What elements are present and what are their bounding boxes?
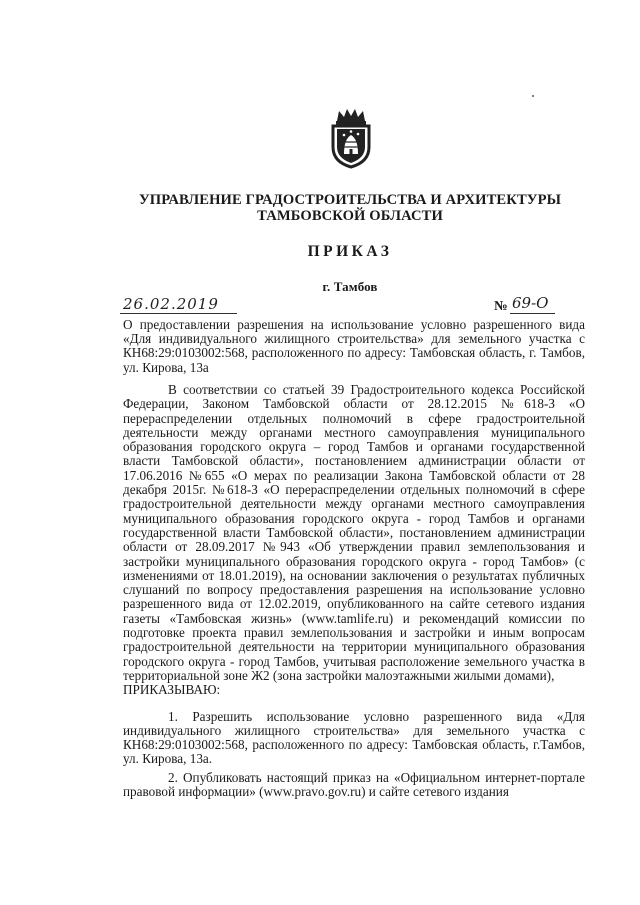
- organization-name-line1: УПРАВЛЕНИЕ ГРАДОСТРОИТЕЛЬСТВА И АРХИТЕКТУРЫ: [138, 192, 562, 208]
- order-item-2: 2. Опубликовать настоящий приказ на «Официальном интернет-портале правовой информации» (www.pravo.gov.ru) и сайте сетевого издания: [123, 769, 585, 800]
- date-underline: [120, 313, 237, 314]
- preamble-paragraph: В соответствии со статьей 39 Градостроительного кодекса Российской Федерации, Законом Тамбовской области от 28.12.2015 №618-З «О перераспределении отдельных полномочий в сфере градостроительной деятельности между органами местного самоуправления муниципального образования городского округа – город Тамбов и органами государственной власти Тамбовской области», постановлением администрации области от 17.06.2016 №655 «О мерах по реализации Закона Тамбовской области от 28 декабря 2015г. №618-З «О перераспределении отдельных полномочий в сфере градостроительной деятельности между органами местного самоуправления муниципального образования городского округа - город Тамбов и органами государственной власти Тамбовской области», постановлением администрации области от 28.09.2017 №943 «Об утверждении правил землепользования и застройки муниципального образования городского округа - город Тамбов» (с изменениями от 18.01.2019), на основании заключения о результатах публичных слушаний по вопросу предоставления разрешения на использование условно разрешенного вида от 12.02.2019, опубликованного на сайте сетевого издания газеты «Тамбовская жизнь» (www.tamlife.ru) и рекомендаций комиссии по подготовке проекта правил землепользования и застройки и иным вопросам градостроительной деятельности на территории муниципального образования городского округа - город Тамбов, учитывая расположение земельного участка в территориальной зоне Ж2 (зона застройки малоэтажными жилыми домами),: [123, 382, 585, 683]
- number-underline: [510, 313, 555, 314]
- order-word: ПРИКАЗЫВАЮ:: [123, 682, 221, 698]
- tambov-coat-of-arms-icon: [327, 107, 375, 169]
- handwritten-date: 26.02.2019: [123, 295, 219, 313]
- document-subject: О предоставлении разрешения на использование условно разрешенного вида «Для индивидуального жилищного строительства» для земельного участка с КН68:29:0103002:568, расположенного по адресу: Тамбовская область, г. Тамбов, ул. Кирова, 13а: [123, 317, 585, 375]
- order-item-1: 1. Разрешить использование условно разрешенного вида «Для индивидуального жилищного строительства» для земельного участка с КН68:29:0103002:568, расположенного по адресу: Тамбовская область, г.Тамбов, ул. Кирова, 13а.: [123, 708, 585, 767]
- number-label: №: [494, 298, 508, 313]
- document-body: [123, 383, 585, 799]
- scan-speck: [532, 95, 534, 97]
- handwritten-number: 69-О: [512, 294, 549, 312]
- organization-name-line2: ТАМБОВСКОЙ ОБЛАСТИ: [257, 208, 443, 224]
- document-type: ПРИКАЗ: [307, 243, 393, 260]
- document-city: г. Тамбов: [322, 279, 378, 294]
